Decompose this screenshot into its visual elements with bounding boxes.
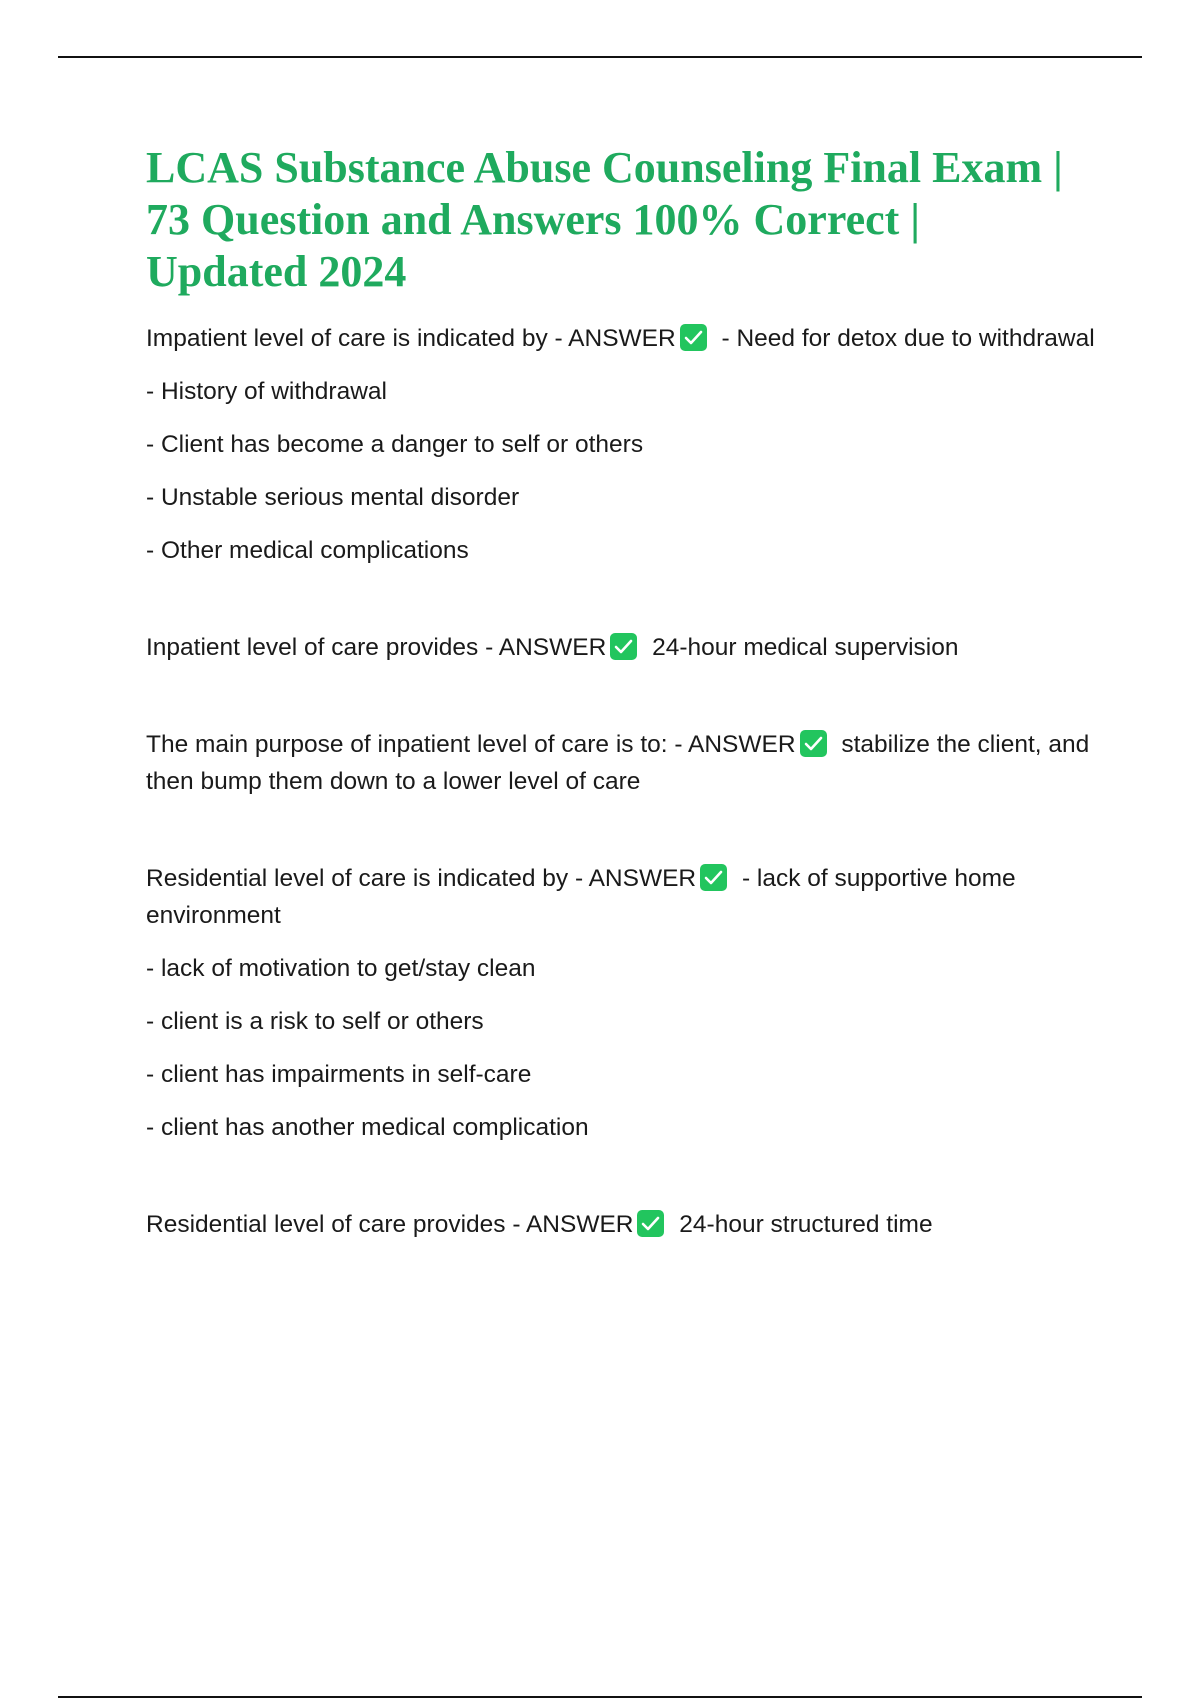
answer-sub-item: - client has impairments in self-care [146, 1061, 532, 1088]
qa-line [146, 1206, 1096, 1243]
check-mark-icon [610, 633, 637, 660]
answer-sub-item: - client is a risk to self or others [146, 1008, 484, 1035]
question-text: Inpatient level of care provides - ANSWER [146, 634, 607, 661]
answer-sub-item: - Client has become a danger to self or others [146, 431, 644, 458]
question-text: Impatient level of care is indicated by - ANSWER [146, 325, 676, 352]
question-text: Residential level of care provides - ANSWER [146, 1211, 634, 1238]
qa-item [146, 726, 1096, 800]
document-title: LCAS Substance Abuse Counseling Final Exam | 73 Question and Answers 100% Correct | Updated 2024 [146, 143, 1063, 296]
check-mark-icon [637, 1210, 664, 1237]
document-body [146, 142, 1096, 1303]
top-rule [58, 56, 1142, 58]
bottom-rule [58, 1696, 1142, 1698]
check-mark-icon [680, 324, 707, 351]
qa-item [146, 320, 1096, 569]
question-text: Residential level of care is indicated by - ANSWER [146, 865, 697, 892]
answer-sub-item: - Other medical complications [146, 537, 469, 564]
qa-line [146, 320, 1096, 357]
answer-text: - Need for detox due to withdrawal [714, 325, 1095, 352]
answer-text: 24-hour structured time [672, 1211, 933, 1238]
qa-line [146, 860, 1096, 934]
answer-text: - lack of supportive home environment [146, 865, 1016, 929]
qa-item [146, 860, 1096, 1146]
check-mark-icon [800, 730, 827, 757]
qa-item [146, 1206, 1096, 1243]
answer-sub-item: - Unstable serious mental disorder [146, 484, 520, 511]
answer-sub-item: - lack of motivation to get/stay clean [146, 955, 536, 982]
qa-line [146, 629, 1096, 666]
answer-sub-item: - client has another medical complication [146, 1114, 589, 1141]
answer-sub-item: - History of withdrawal [146, 378, 387, 405]
answer-text: 24-hour medical supervision [645, 634, 959, 661]
answer-text: stabilize the client, and then bump them down to a lower level of care [146, 731, 1090, 795]
qa-item [146, 629, 1096, 666]
qa-line [146, 726, 1096, 800]
check-mark-icon [700, 864, 727, 891]
question-text: The main purpose of inpatient level of care is to: - ANSWER [146, 731, 796, 758]
